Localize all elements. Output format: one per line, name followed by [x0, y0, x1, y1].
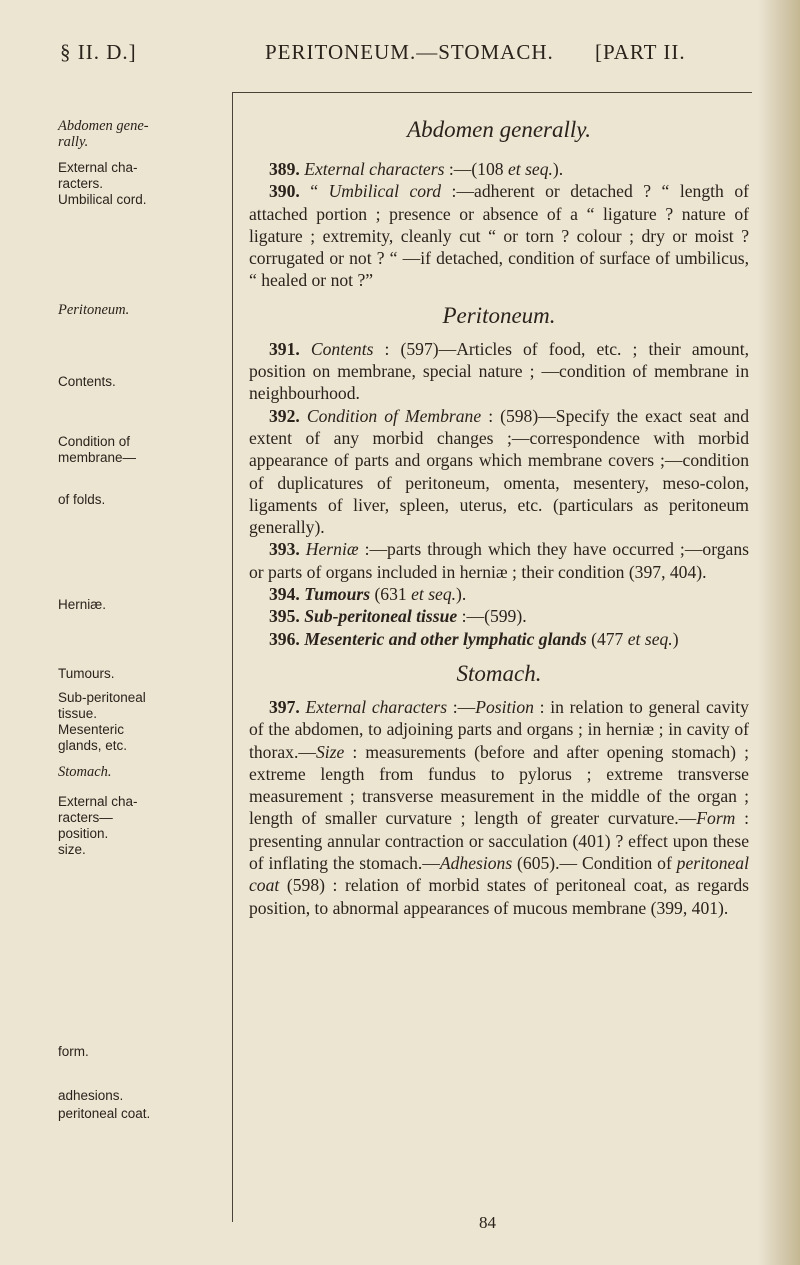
page-edge-shadow [758, 0, 800, 1265]
margin-note: form. [58, 1044, 89, 1059]
margin-note: peritoneal coat. [58, 1106, 151, 1121]
margin-note: Contents. [58, 374, 116, 389]
margin-note: size. [58, 842, 86, 857]
margin-note: tissue. [58, 706, 98, 721]
paragraph-395: 395. Sub-peritoneal tissue :—(599). [269, 606, 527, 627]
section-heading-stomach: Stomach. [456, 660, 542, 686]
margin-note: Peritoneum. [58, 302, 130, 318]
header-section-ref: § II. D.] [60, 40, 137, 64]
section-heading-abdomen: Abdomen generally. [407, 117, 591, 142]
paragraph-396: 396. Mesenteric and other lymphatic glands (477 et seq.) [269, 628, 679, 649]
paragraph-390: 390. “ Umbilical cord :—adherent or detached ? “ length of attached portion ; presence or absence of a “ ligature ? nature of ligature ; extremity, cleanly cut “ or torn ? colour ; dry or moist ? corrugated or not ? “ —if detached, condition of surface of umbilicus, “ healed or not ?” [249, 181, 749, 291]
margin-note: Umbilical cord. [58, 192, 147, 207]
page-number: 84 [479, 1213, 496, 1232]
margin-note: position. [58, 826, 109, 841]
margin-note: Condition of [58, 434, 131, 449]
header-title: PERITONEUM.—STOMACH. [265, 40, 554, 64]
margin-note: Stomach. [58, 764, 112, 780]
margin-note: Herniæ. [58, 597, 107, 612]
margin-note: Mesenteric [58, 722, 125, 737]
paragraph-389: 389. External characters :—(108 et seq.). [269, 159, 564, 179]
margin-rule [232, 92, 233, 1222]
margin-note: External cha- [58, 160, 138, 175]
margin-note: of folds. [58, 492, 106, 507]
margin-note: Tumours. [58, 666, 115, 681]
paragraph-392: 392. Condition of Membrane : (598)—Specify the exact seat and extent of any morbid changes ;—correspondence with morbid appearance of parts and organs which membrane covers ;—condition of duplicatures of peritoneum, omenta, mesentery, meso-colon, ligaments of liver, spleen, uterus, etc. (particulars as peritoneum generally). [249, 405, 749, 538]
margin-note: membrane— [58, 450, 137, 465]
header-part: [PART II. [595, 40, 686, 64]
header-rule [232, 92, 752, 93]
margin-note: glands, etc. [58, 738, 128, 753]
paragraph-397: 397. External characters :—Position : in relation to general cavity of the abdomen, to adjoining parts and organs ; in herniæ ; in cavity of thorax.—Size : measurements (before and after opening stomach) ; extreme length from fundus to pylorus ; extreme transverse measurement ; transverse measurement in the middle of the organ ; length of smaller curvature ; length of greater curvature.—Form : presenting annular contraction or sacculation (401) ? effect upon these of inflating the stomach.—Adhesions (605).— Condition of peritoneal coat (598) : relation of morbid states of peritoneal coat, as regards position, to abnormal appearances of mucous membrane (399, 401). [249, 696, 749, 918]
margin-note: Abdomen gene- [58, 118, 149, 134]
main-text [249, 100, 749, 919]
margin-note: rally. [58, 134, 89, 150]
section-heading-peritoneum: Peritoneum. [442, 302, 556, 328]
margin-notes [0, 0, 230, 1265]
margin-note: Sub-peritoneal [58, 690, 146, 705]
margin-note: External cha- [58, 794, 138, 809]
paragraph-393: 393. Herniæ :—parts through which they have occurred ;—organs or parts of organs included in herniæ ; their condition (397, 404). [249, 539, 749, 582]
margin-note: adhesions. [58, 1088, 124, 1103]
paragraph-394: 394. Tumours (631 et seq.). [269, 584, 467, 605]
margin-note: racters— [58, 810, 113, 825]
margin-note: racters. [58, 176, 104, 191]
paragraph-391: 391. Contents : (597)—Articles of food, etc. ; their amount, position on membrane, special nature ; —condition of membrane in neighbourhood. [249, 338, 749, 404]
